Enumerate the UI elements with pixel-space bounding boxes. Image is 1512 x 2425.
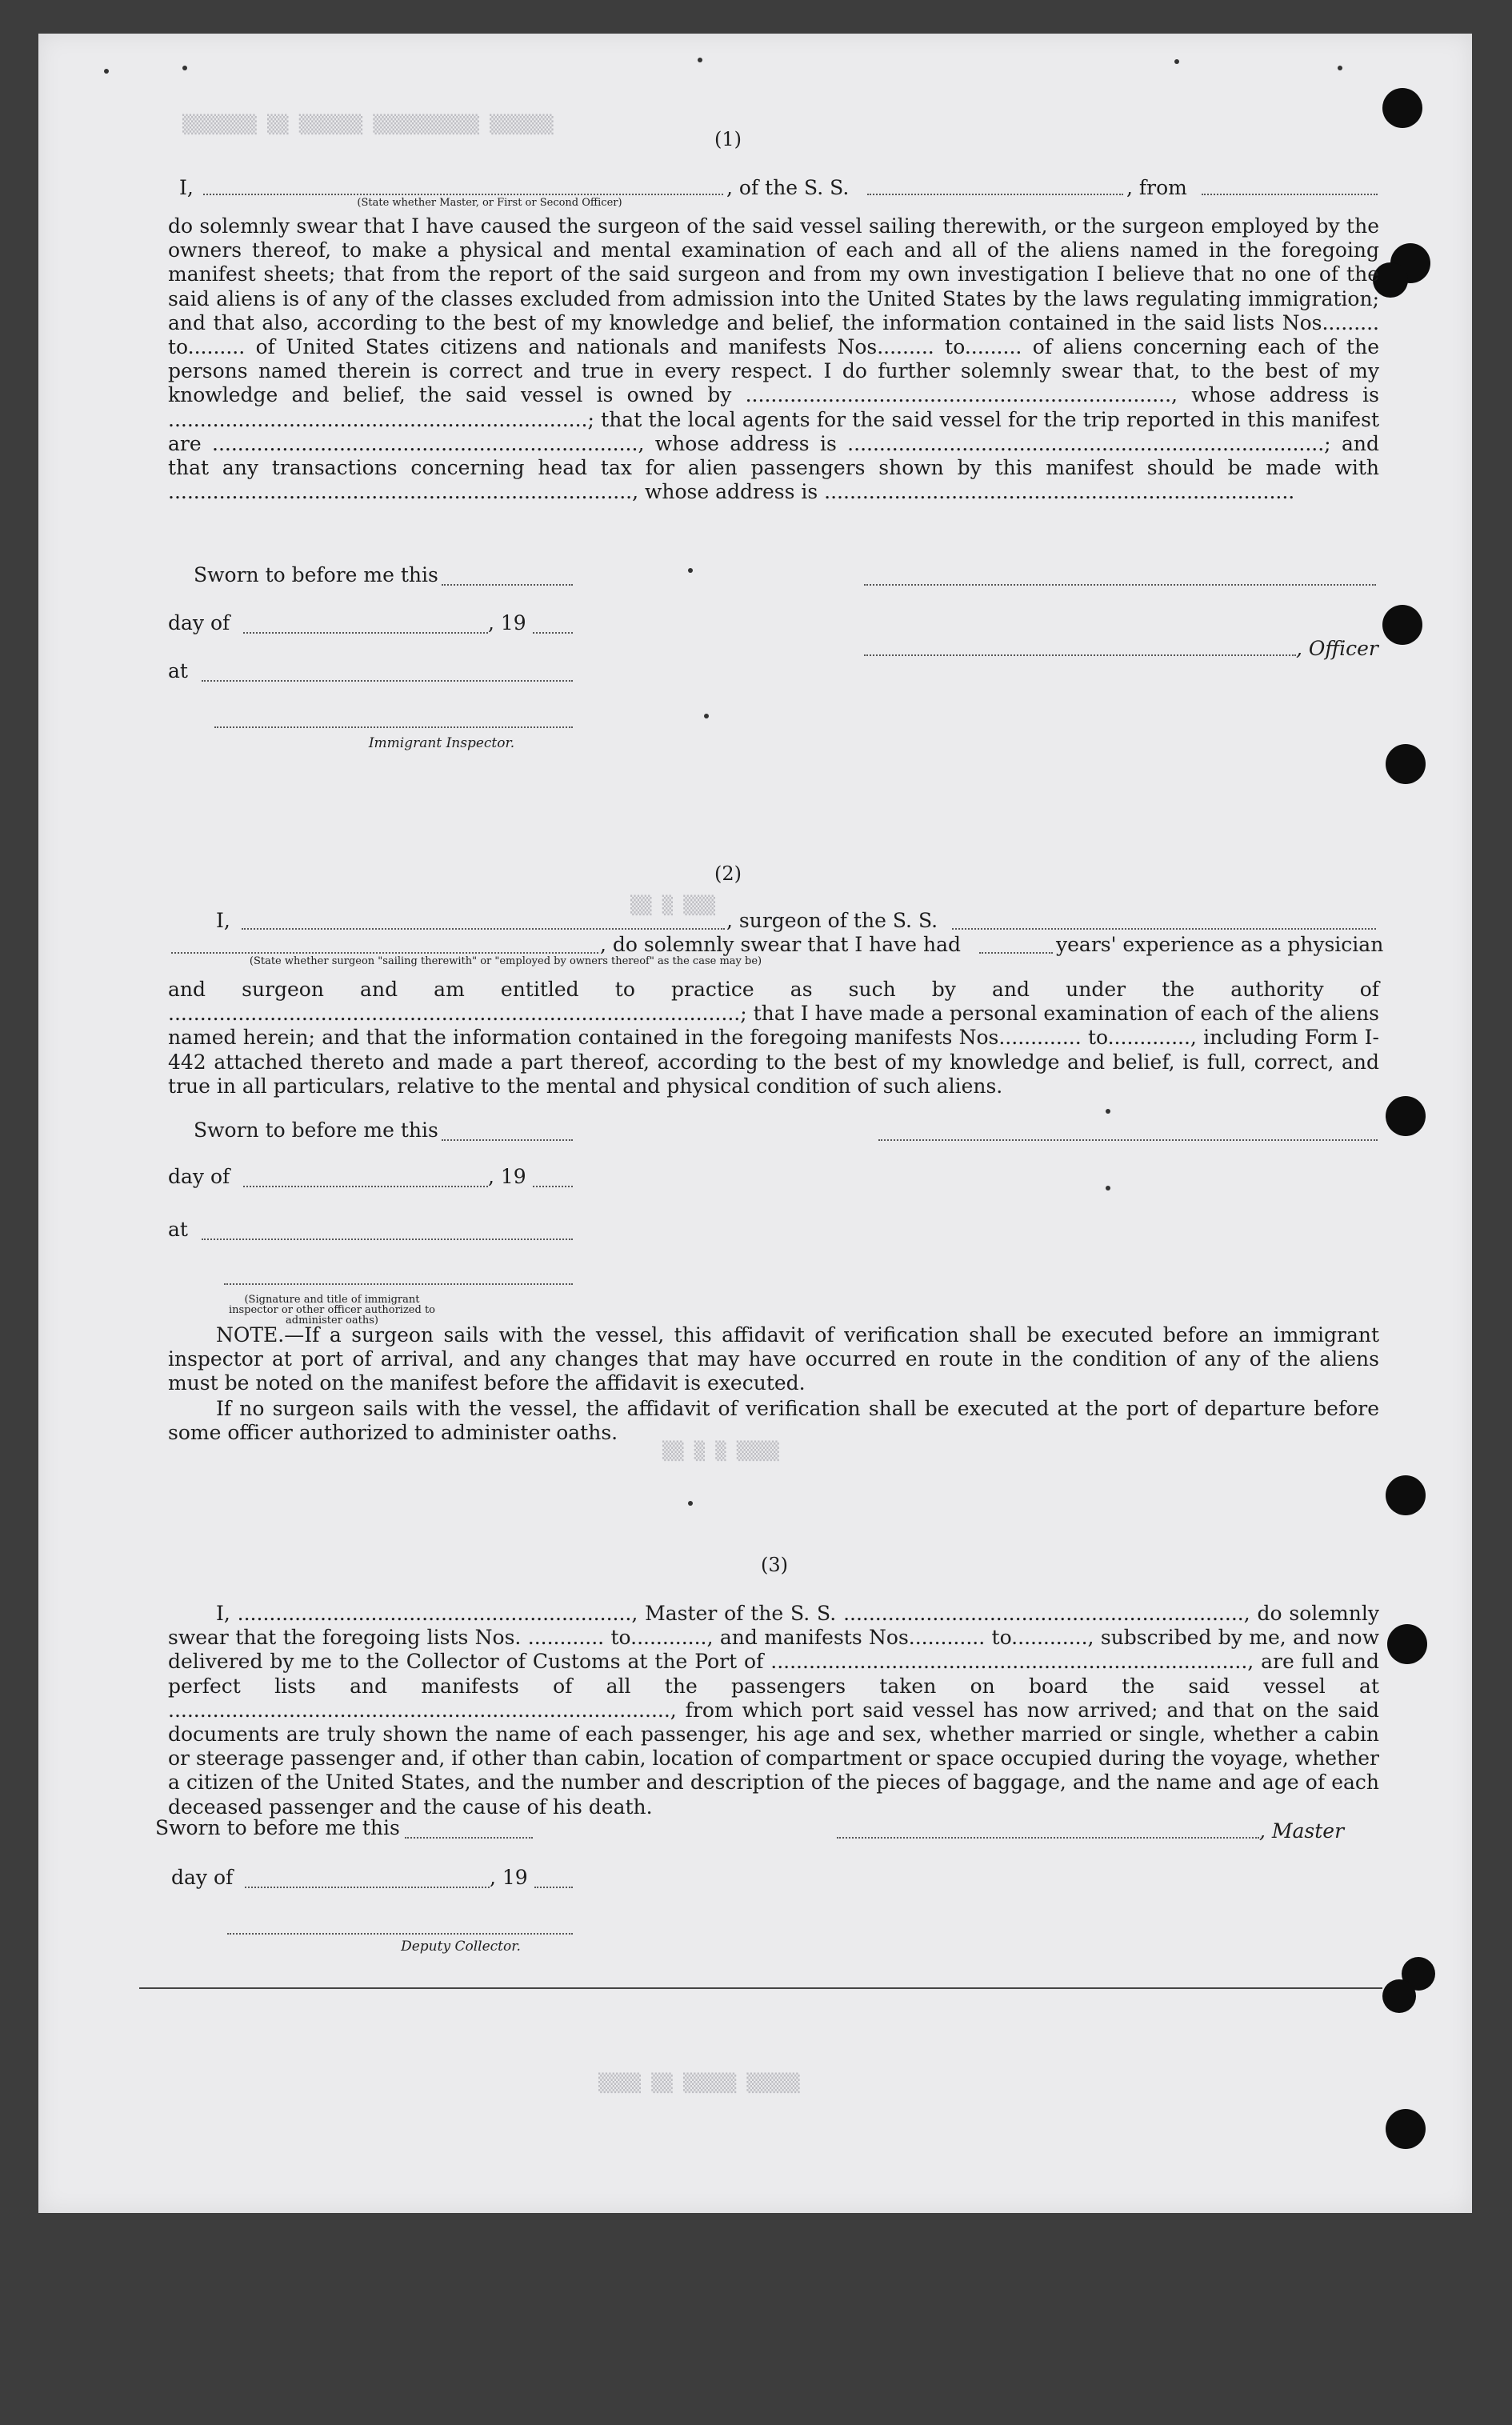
stray-mark: [688, 1501, 693, 1506]
s1-officer-label: , Officer: [1296, 637, 1378, 660]
s2-years-label: years' experience as a physician: [1056, 933, 1384, 956]
s1-year-label: , 19: [488, 611, 526, 634]
s1-officer-field: [203, 194, 723, 195]
s2-years-field: [979, 952, 1053, 954]
s1-from-label: , from: [1126, 176, 1187, 199]
stray-mark: [1106, 1109, 1110, 1114]
s1-officer-line: [864, 654, 1296, 656]
s1-from-field: [1202, 194, 1378, 195]
stray-mark: [1174, 59, 1179, 64]
s2-day-label: day of: [168, 1165, 230, 1188]
s3-year-label: , 19: [490, 1866, 528, 1889]
s1-oath-body: do solemnly swear that I have caused the surgeon of the said vessel sailing therewith, or the surgeon employed by the owners thereof, to make a physical and mental examination of each and all of the aliens named in the foregoing manifest sheets; that from the report of the said surgeon and from my own investigation I believe that no one of the said aliens is of any of the classes excluded from admission into the United States by the laws regulating immigration; and that also, according to the best of my knowledge and belief, the information contained in the said lists Nos......... to......... of United States citizens and nationals and manifests Nos......... to......... of aliens concerning each of the persons named therein is correct and true in every respect. I do further solemnly swear that, to the best of my knowledge and belief, the said vessel is owned by ..................................................................., whose address is ..................................................................; that the local agents for the said vessel for the trip reported in this manifest are ..................................................................., whose address is ...........................................................................; and that any transactions concerning head tax for alien passengers shown by this manifest should be made with ........................................................................., whose address is ..........................................................................: [168, 214, 1379, 504]
punch-hole: [1382, 88, 1422, 128]
s2-oath-body: and surgeon and am entitled to practice as such by and under the authority of ..........................................................................................; that I have made a personal examination of each of the aliens named herein; and that the information contained in the foregoing manifests Nos............. to............., including Form I-442 attached thereto and made a part thereof, according to the best of my knowledge and belief, is full, correct, and true in all particulars, relative to the mental and physical condition of such aliens.: [168, 978, 1379, 1098]
s3-master-line: [837, 1837, 1259, 1839]
s1-of-ss-label: , of the S. S.: [726, 176, 850, 199]
s1-inspector-label: Immigrant Inspector.: [368, 735, 515, 751]
bleed-through: ▒▒▒▒▒▒▒ ▒▒ ▒▒▒▒▒▒ ▒▒▒▒▒▒▒▒▒▒ ▒▒▒▒▒▒: [182, 115, 554, 135]
form-page: [38, 34, 1472, 2213]
s2-at-field: [202, 1239, 573, 1240]
s2-year-field: [533, 1186, 573, 1187]
punch-hole: [1382, 605, 1422, 645]
s2-i-label: I,: [216, 909, 230, 932]
s2-sworn-field: [442, 1139, 573, 1141]
punch-hole: [1386, 1096, 1426, 1136]
s2-capacity-field: [171, 952, 598, 954]
stray-mark: [1338, 66, 1342, 70]
punch-hole: [1382, 1979, 1416, 2013]
s2-swear-label: , do solemnly swear that I have had: [600, 933, 962, 956]
stray-mark: [698, 58, 702, 62]
bleed-through: ▒▒▒▒ ▒▒ ▒▒▒▒▒ ▒▒▒▒▒: [598, 2074, 800, 2094]
s2-sworn-label: Sworn to before me this: [194, 1118, 438, 1142]
s1-day-label: day of: [168, 611, 230, 634]
s3-collector-label: Deputy Collector.: [401, 1939, 521, 1955]
s1-vessel-field: [867, 194, 1123, 195]
stray-mark: [688, 568, 693, 573]
bleed-through: ▒▒ ▒ ▒ ▒▒▒▒: [662, 1442, 779, 1462]
s2-at-label: at: [168, 1218, 188, 1241]
stray-mark: [182, 66, 187, 70]
s1-sworn-label: Sworn to before me this: [194, 563, 438, 586]
s3-sworn-field: [405, 1837, 533, 1839]
stray-mark: [1106, 1186, 1110, 1190]
punch-hole: [1386, 2109, 1426, 2149]
s1-day-field: [243, 632, 488, 634]
s2-name-field: [242, 928, 725, 930]
s3-day-field: [245, 1887, 490, 1888]
s2-signature-line: [878, 1139, 1378, 1141]
s2-year-label: , 19: [488, 1165, 526, 1188]
s3-day-label: day of: [171, 1866, 234, 1889]
s2-inspector-caption: (Signature and title of immigrant inspector or other officer authorized to administer oaths): [228, 1294, 436, 1327]
s2-surgeon-label: , surgeon of the S. S.: [726, 909, 938, 932]
s2-caption: (State whether surgeon "sailing therewith" or "employed by owners thereof" as the case may be): [249, 955, 762, 967]
s1-caption: (State whether Master, or First or Second Officer): [357, 197, 622, 209]
s2-note-2: If no surgeon sails with the vessel, the affidavit of verification shall be executed at the port of departure before some officer authorized to administer oaths.: [168, 1397, 1379, 1445]
s3-master-label: , Master: [1259, 1819, 1345, 1843]
s1-at-label: at: [168, 659, 188, 682]
s3-oath-body: I, .............................................................., Master of the S. S. ..............................................................., do solemnly swear that the foregoing lists Nos. ............ to............, and manifests Nos............ to............, subscribed by me, and now delivered by me to the Collector of Customs at the Port of ..........................................................................., are full and perfect lists and manifests of all the passengers taken on board the said vessel at ..............................................................................., from which port said vessel has now arrived; and that on the said documents are truly shown the name of each passenger, his age and sex, whether married or single, whether a cabin or steerage passenger and, if other than cabin, location of compartment or space occupied during the voyage, whether a citizen of the United States, and the number and description of the pieces of baggage, and the name and age of each deceased passenger and the cause of his death.: [168, 1602, 1379, 1819]
s1-signature-line: [864, 584, 1376, 586]
s2-inspector-line: [224, 1283, 573, 1285]
bleed-through: ▒▒ ▒ ▒▒▒: [630, 896, 715, 916]
stray-mark: [704, 714, 709, 718]
punch-hole: [1386, 1475, 1426, 1515]
bottom-rule: [139, 1987, 1382, 1989]
s1-year-field: [533, 632, 573, 634]
s1-inspector-line: [214, 726, 573, 728]
s2-note: NOTE.—If a surgeon sails with the vessel, this affidavit of verification shall be executed before an immigrant inspector at port of arrival, and any changes that may have occurred en route in the condition of any of the aliens must be noted on the manifest before the affidavit is executed.: [168, 1323, 1379, 1395]
s2-vessel-field: [952, 928, 1376, 930]
s2-day-field: [243, 1186, 488, 1187]
section-1-heading: (1): [714, 128, 742, 150]
punch-hole: [1387, 1624, 1427, 1664]
section-3-heading: (3): [761, 1554, 788, 1576]
s3-year-field: [534, 1887, 573, 1888]
s1-sworn-field: [442, 584, 573, 586]
stray-mark: [104, 69, 109, 74]
punch-hole: [1386, 744, 1426, 784]
section-2-heading: (2): [714, 862, 742, 885]
s3-collector-line: [227, 1933, 573, 1935]
s3-sworn-label: Sworn to before me this: [155, 1816, 400, 1839]
s1-i-label: I,: [179, 176, 194, 199]
s1-at-field: [202, 680, 573, 682]
